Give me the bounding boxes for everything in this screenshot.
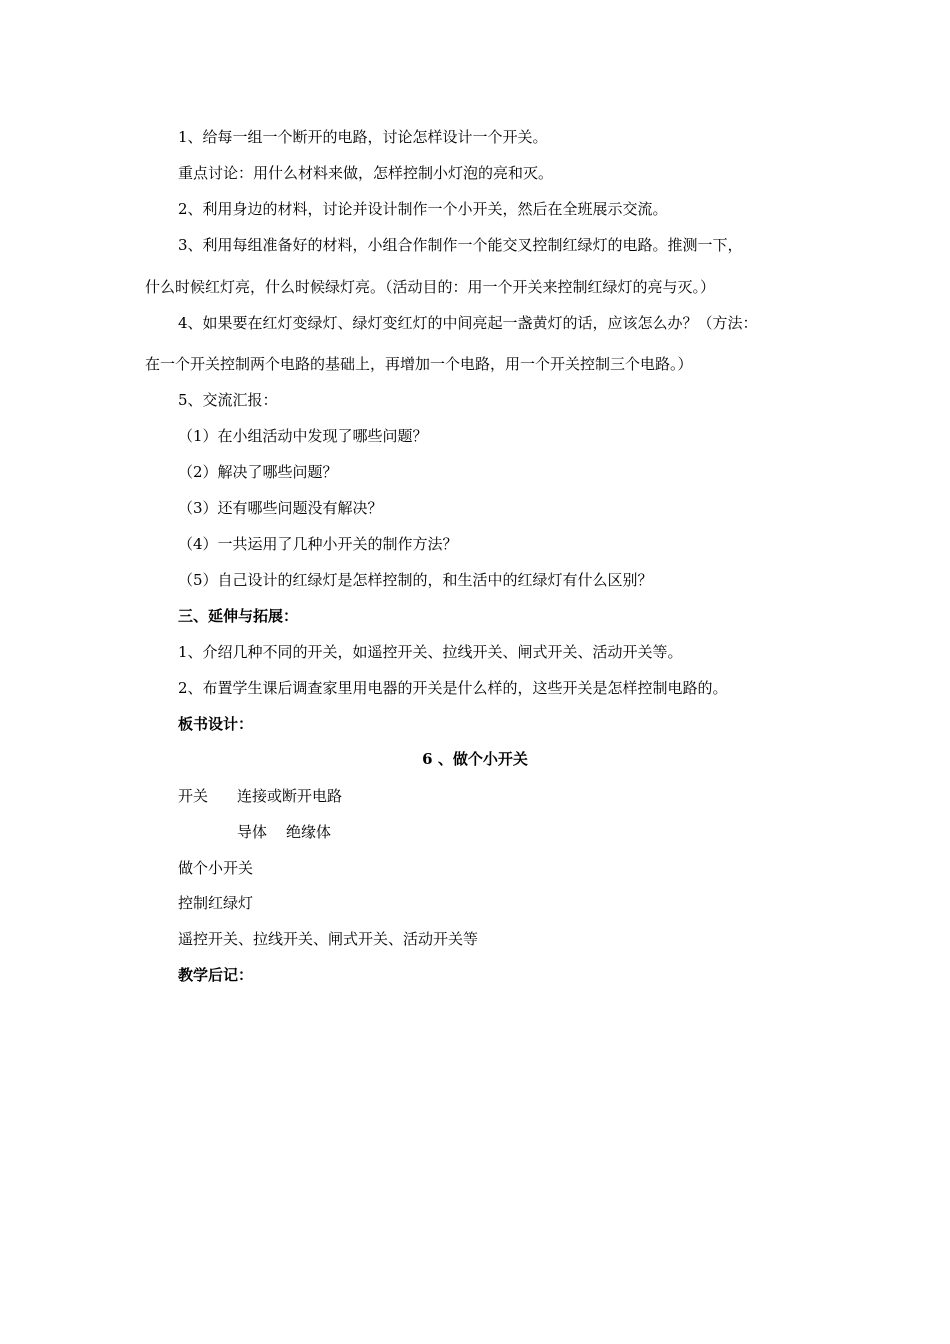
- report-question-5: （5）自己设计的红绿灯是怎样控制的，和生活中的红绿灯有什么区别？: [178, 571, 653, 589]
- activity-item-1: 1、给每一组一个断开的电路，讨论怎样设计一个开关。: [178, 128, 548, 146]
- activity-item-2: 2、利用身边的材料，讨论并设计制作一个小开关，然后在全班展示交流。: [178, 200, 668, 218]
- report-question-3: （3）还有哪些问题没有解决？: [178, 499, 383, 517]
- board-row-1-term: 开关: [178, 787, 209, 805]
- board-row-4: 控制红绿灯: [178, 894, 254, 912]
- board-design-heading: 板书设计：: [178, 715, 254, 733]
- board-row-3: 做个小开关: [178, 859, 254, 877]
- board-row-2-insulator: 绝缘体: [286, 823, 332, 841]
- activity-item-4-line-2: 在一个开关控制两个电路的基础上，再增加一个电路，用一个开关控制三个电路。）: [145, 355, 693, 373]
- extension-heading: 三、延伸与拓展：: [178, 607, 299, 625]
- activity-item-4-line-1: 4、如果要在红灯变绿灯、绿灯变红灯的中间亮起一盏黄灯的话，应该怎么办？（方法：: [178, 314, 758, 332]
- extension-item-2: 2、布置学生课后调查家里用电器的开关是什么样的，这些开关是怎样控制电路的。: [178, 679, 728, 697]
- activity-item-5: 5、交流汇报：: [178, 391, 278, 409]
- report-question-4: （4）一共运用了几种小开关的制作方法？: [178, 535, 458, 553]
- report-question-1: （1）在小组活动中发现了哪些问题？: [178, 427, 428, 445]
- board-row-1-desc: 连接或断开电路: [237, 787, 343, 805]
- board-title: 6 、做个小开关: [422, 750, 528, 768]
- teaching-afterword-heading: 教学后记：: [178, 966, 254, 984]
- extension-item-1: 1、介绍几种不同的开关，如遥控开关、拉线开关、闸式开关、活动开关等。: [178, 643, 683, 661]
- board-row-2-conductor: 导体: [237, 823, 268, 841]
- activity-item-3-line-1: 3、利用每组准备好的材料，小组合作制作一个能交叉控制红绿灯的电路。推测一下，: [178, 236, 743, 254]
- activity-item-3-line-2: 什么时候红灯亮，什么时候绿灯亮。（活动目的：用一个开关来控制红绿灯的亮与灭。）: [145, 278, 716, 296]
- board-row-5: 遥控开关、拉线开关、闸式开关、活动开关等: [178, 930, 479, 948]
- activity-focus: 重点讨论：用什么材料来做，怎样控制小灯泡的亮和灭。: [178, 164, 554, 182]
- report-question-2: （2）解决了哪些问题？: [178, 463, 338, 481]
